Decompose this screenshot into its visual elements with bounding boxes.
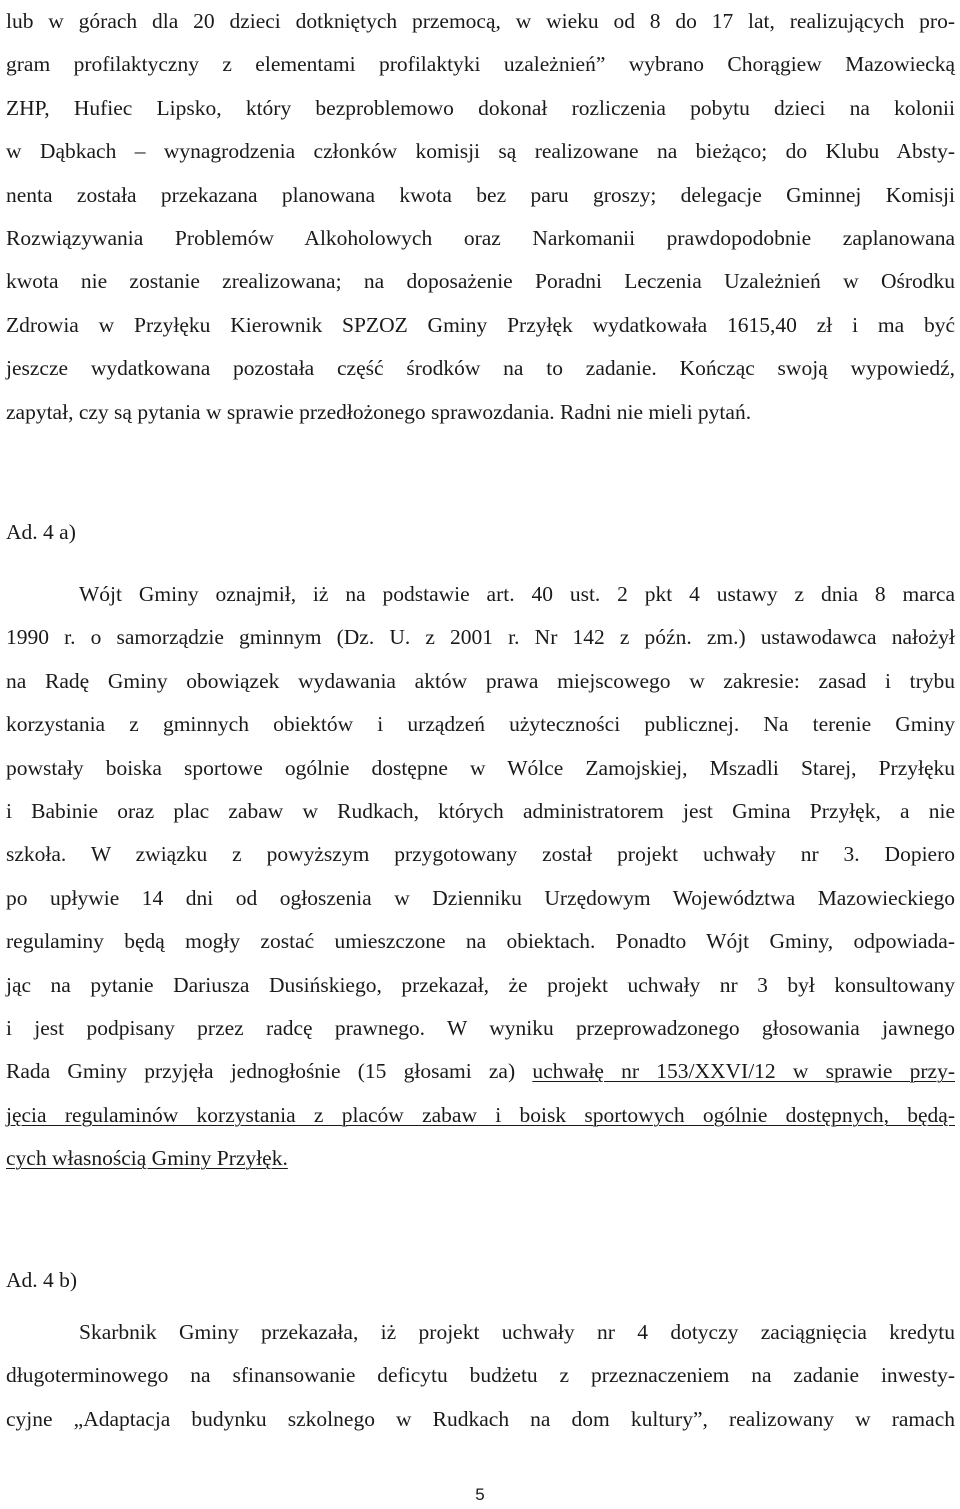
resolution-title-underlined: jęcia regulaminów korzystania z placów zabaw i boisk sportowych ogólnie dostępnych, będą- bbox=[6, 1102, 955, 1127]
section-heading-4a bbox=[6, 511, 955, 554]
text-line: Rozwiązywania Problemów Alkoholowych oraz Narkomanii prawdopodobnie zaplanowana bbox=[6, 225, 955, 250]
text-line: długoterminowego na sfinansowanie deficytu budżetu z przeznaczeniem na zadanie inwesty- bbox=[6, 1363, 955, 1388]
text-line bbox=[6, 1137, 955, 1180]
text-line: nenta została przekazana planowana kwota bez paru groszy; delegacje Gminnej Komisji bbox=[6, 182, 955, 207]
text-line: i jest podpisany przez radcę prawnego. W wyniku przeprowadzonego głosowania jawnego bbox=[6, 1015, 955, 1040]
section-heading: Ad. 4 b) bbox=[6, 1268, 78, 1292]
paragraph-uchwala-4 bbox=[6, 1311, 955, 1441]
text-line: kwota nie zostanie zrealizowana; na doposażenie Poradni Leczenia Uzależnień w Ośrodku bbox=[6, 269, 955, 294]
text-line: jeszcze wydatkowana pozostała część środków na to zadanie. Kończąc swoją wypowiedź, bbox=[6, 356, 955, 381]
text-line: zapytał, czy są pytania w sprawie przedłożonego sprawozdania. Radni nie mieli pytań. bbox=[6, 399, 752, 424]
text-line: powstały boiska sportowe ogólnie dostępne w Wólce Zamojskiej, Mszadli Starej, Przyłęku bbox=[6, 755, 955, 780]
text-line: gram profilaktyczny z elementami profilaktyki uzależnień” wybrano Chorągiew Mazowiecką bbox=[6, 52, 955, 77]
text-line: w Dąbkach – wynagrodzenia członków komisji są realizowane na bieżąco; do Klubu Absty- bbox=[6, 139, 955, 164]
text-line: korzystania z gminnych obiektów i urządzeń użyteczności publicznej. Na terenie Gminy bbox=[6, 712, 955, 737]
text-line: 1990 r. o samorządzie gminnym (Dz. U. z 2001 r. Nr 142 z późn. zm.) ustawodawca nałożył bbox=[6, 625, 955, 650]
resolution-title-underlined: cych własnością Gminy Przyłęk. bbox=[6, 1146, 288, 1171]
section-heading: Ad. 4 a) bbox=[6, 520, 76, 544]
text-line: i Babinie oraz plac zabaw w Rudkach, których administratorem jest Gmina Przyłęk, a nie bbox=[6, 798, 955, 823]
section-heading-4b bbox=[6, 1259, 955, 1302]
text-line: regulaminy będą mogły zostać umieszczone na obiektach. Ponadto Wójt Gminy, odpowiada- bbox=[6, 929, 955, 954]
text-line: szkoła. W związku z powyższym przygotowany został projekt uchwały nr 3. Dopiero bbox=[6, 842, 955, 867]
paragraph-uchwala-3 bbox=[6, 573, 955, 1180]
text-line: Zdrowia w Przyłęku Kierownik SPZOZ Gminy Przyłęk wydatkowała 1615,40 zł i ma być bbox=[6, 312, 955, 337]
text-line: Skarbnik Gminy przekazała, iż projekt uchwały nr 4 dotyczy zaciągnięcia kredytu bbox=[79, 1320, 955, 1344]
text-run: Rada Gminy przyjęła jednogłośnie (15 głosami za) bbox=[6, 1059, 533, 1084]
text-line: na Radę Gminy obowiązek wydawania aktów prawa miejscowego w zakresie: zasad i trybu bbox=[6, 668, 955, 693]
text-line: ZHP, Hufiec Lipsko, który bezproblemowo dokonał rozliczenia pobytu dzieci na kolonii bbox=[6, 95, 955, 120]
text-line: jąc na pytanie Dariusza Dusińskiego, przekazał, że projekt uchwały nr 3 był konsultowany bbox=[6, 972, 955, 997]
text-line: po upływie 14 dni od ogłoszenia w Dzienniku Urzędowym Województwa Mazowieckiego bbox=[6, 885, 955, 910]
text-line bbox=[6, 1050, 955, 1093]
text-line: Wójt Gminy oznajmił, iż na podstawie art. 40 ust. 2 pkt 4 ustawy z dnia 8 marca bbox=[79, 582, 955, 606]
resolution-title-underlined: uchwałę nr 153/XXVI/12 w sprawie przy- bbox=[532, 1059, 955, 1084]
text-line bbox=[6, 1094, 955, 1137]
text-line: cyjne „Adaptacja budynku szkolnego w Rudkach na dom kultury”, realizowany w ramach bbox=[6, 1406, 955, 1431]
text-line: lub w górach dla 20 dzieci dotkniętych przemocą, w wieku od 8 do 17 lat, realizujących pro- bbox=[6, 9, 955, 33]
page-number: 5 bbox=[475, 1485, 485, 1504]
paragraph-sprawozdanie bbox=[6, 0, 955, 434]
